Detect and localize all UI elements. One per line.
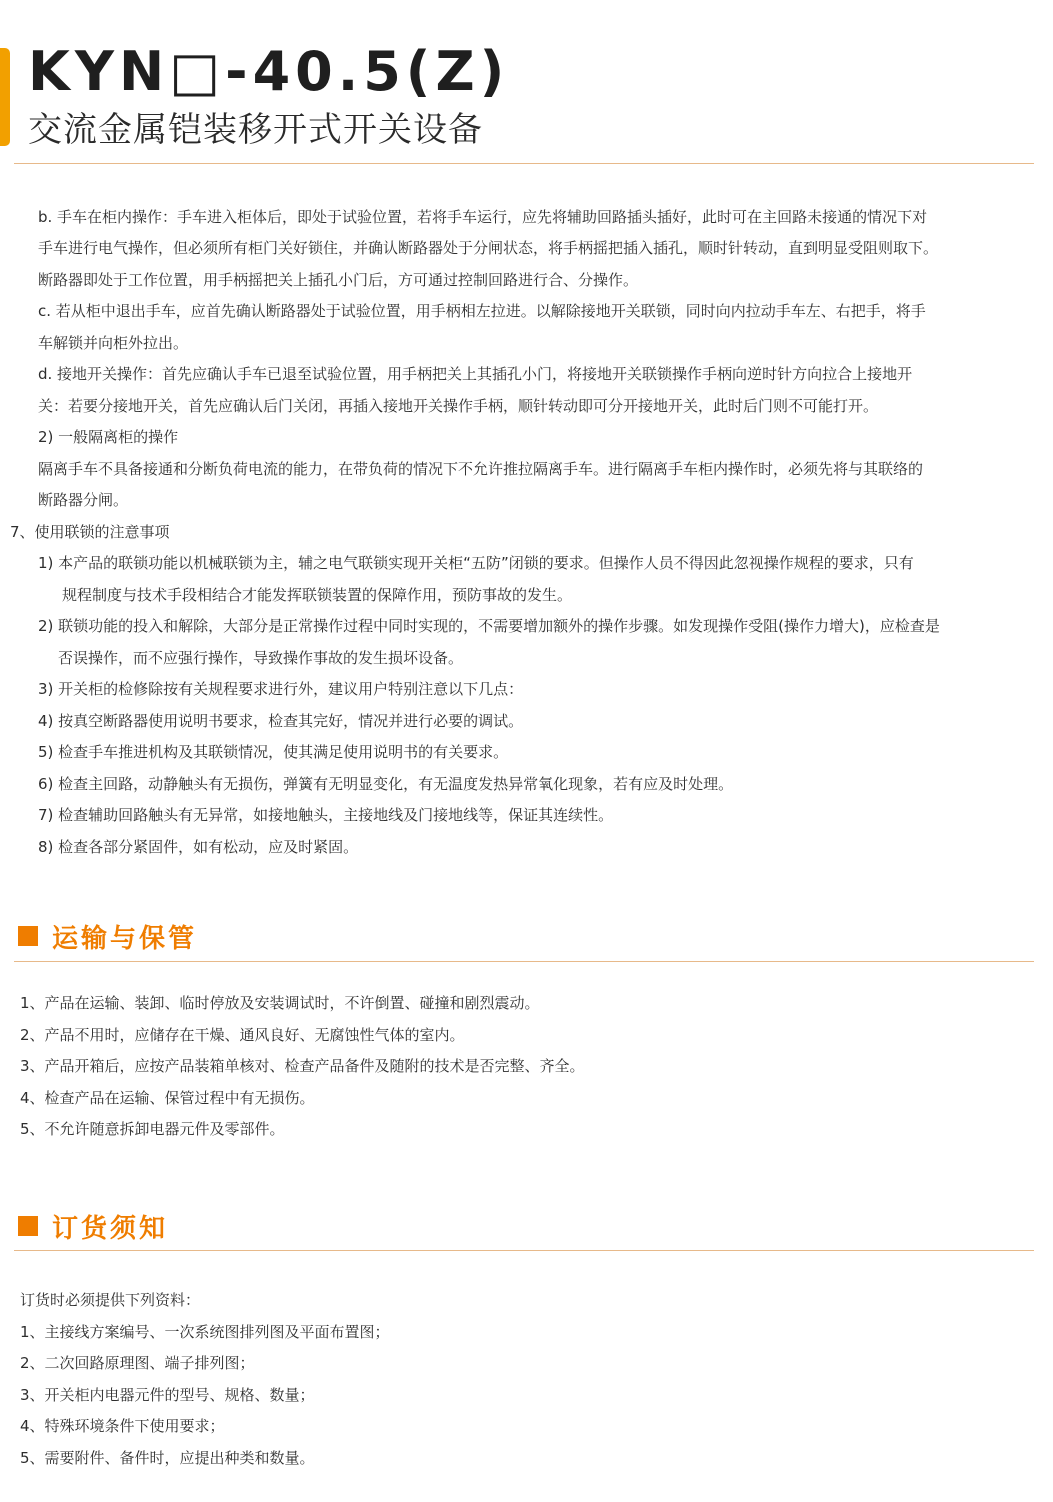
transport-title: 运输与保管 bbox=[52, 923, 198, 954]
product-subtitle: 交流金属铠装移开式开关设备 bbox=[28, 110, 483, 150]
content-line: 否误操作，而不应强行操作，导致操作事故的发生损坏设备。 bbox=[58, 649, 464, 667]
list-item: 5、不允许随意拆卸电器元件及零部件。 bbox=[20, 1120, 285, 1138]
content-line: d. 接地开关操作：首先应确认手车已退至试验位置，用手柄把关上其插孔小门，将接地开关联锁操作手柄向逆时针方向拉合上接地开 bbox=[38, 365, 913, 383]
list-item: 5、需要附件、备件时，应提出种类和数量。 bbox=[20, 1449, 315, 1467]
content-line: 7) 检查辅助回路触头有无异常，如接地触头，主接地线及门接地线等，保证其连续性。 bbox=[38, 806, 614, 824]
section-square-icon bbox=[18, 1216, 38, 1236]
content-line: 断路器即处于工作位置，用手柄摇把关上插孔小门后，方可通过控制回路进行合、分操作。 bbox=[38, 271, 639, 289]
list-item: 1、产品在运输、装卸、临时停放及安装调试时，不许倒置、碰撞和剧烈震动。 bbox=[20, 994, 540, 1012]
list-item: 4、检查产品在运输、保管过程中有无损伤。 bbox=[20, 1089, 315, 1107]
content-line: 规程制度与技术手段相结合才能发挥联锁装置的保障作用，预防事故的发生。 bbox=[62, 586, 573, 604]
list-item: 2、产品不用时，应储存在干燥、通风良好、无腐蚀性气体的室内。 bbox=[20, 1026, 465, 1044]
content-line: 6) 检查主回路，动静触头有无损伤，弹簧有无明显变化，有无温度发热异常氧化现象，若有应及时处理。 bbox=[38, 775, 734, 793]
header-accent-bar bbox=[0, 48, 10, 146]
content-heading: 7、使用联锁的注意事项 bbox=[10, 523, 170, 541]
content-line: 1) 本产品的联锁功能以机械联锁为主，辅之电气联锁实现开关柜“五防”闭锁的要求。但操作人员不得因此忽视操作规程的要求，只有 bbox=[38, 554, 914, 572]
section-square-icon bbox=[18, 926, 38, 946]
content-line: 2) 联锁功能的投入和解除，大部分是正常操作过程中同时实现的，不需要增加额外的操作步骤。如发现操作受阻(操作力增大)，应检查是 bbox=[38, 617, 940, 635]
content-line: 车解锁并向柜外拉出。 bbox=[38, 334, 189, 352]
transport-section-heading bbox=[18, 919, 197, 953]
content-line: 4) 按真空断路器使用说明书要求，检查其完好，情况并进行必要的调试。 bbox=[38, 712, 524, 730]
content-line: 断路器分闸。 bbox=[38, 491, 129, 509]
content-line: 3) 开关柜的检修除按有关规程要求进行外，建议用户特别注意以下几点： bbox=[38, 680, 524, 698]
list-item: 4、特殊环境条件下使用要求； bbox=[20, 1417, 225, 1435]
ordering-divider bbox=[14, 1250, 1034, 1251]
content-line: b. 手车在柜内操作：手车进入柜体后，即处于试验位置，若将手车运行，应先将辅助回路插头插好，此时可在主回路未接通的情况下对 bbox=[38, 208, 928, 226]
content-line: 5) 检查手车推进机构及其联锁情况，使其满足使用说明书的有关要求。 bbox=[38, 743, 509, 761]
model-title: KYN□-40.5(Z) bbox=[28, 40, 510, 103]
list-item: 2、二次回路原理图、端子排列图； bbox=[20, 1354, 255, 1372]
header-divider bbox=[14, 163, 1034, 164]
list-item: 3、开关柜内电器元件的型号、规格、数量； bbox=[20, 1386, 315, 1404]
ordering-intro: 订货时必须提供下列资料： bbox=[20, 1291, 201, 1309]
transport-divider bbox=[14, 961, 1034, 962]
content-line: c. 若从柜中退出手车，应首先确认断路器处于试验位置，用手柄相左拉进。以解除接地开关联锁，同时向内拉动手车左、右把手，将手 bbox=[38, 302, 926, 320]
list-item: 1、主接线方案编号、一次系统图排列图及平面布置图； bbox=[20, 1323, 390, 1341]
content-line: 关：若要分接地开关，首先应确认后门关闭，再插入接地开关操作手柄，顺针转动即可分开接地开关，此时后门则不可能打开。 bbox=[38, 397, 879, 415]
content-line: 隔离手车不具备接通和分断负荷电流的能力，在带负荷的情况下不允许推拉隔离手车。进行隔离手车柜内操作时，必须先将与其联络的 bbox=[38, 460, 924, 478]
list-item: 3、产品开箱后，应按产品装箱单核对、检查产品备件及随附的技术是否完整、齐全。 bbox=[20, 1057, 585, 1075]
content-line: 手车进行电气操作，但必须所有柜门关好锁住，并确认断路器处于分闸状态，将手柄摇把插入插孔，顺时针转动，直到明显受阻则取下。 bbox=[38, 239, 939, 257]
ordering-title: 订货须知 bbox=[52, 1213, 169, 1244]
content-line: 8) 检查各部分紧固件，如有松动，应及时紧固。 bbox=[38, 838, 359, 856]
ordering-section-heading bbox=[18, 1209, 168, 1243]
content-line: 2) 一般隔离柜的操作 bbox=[38, 428, 179, 446]
